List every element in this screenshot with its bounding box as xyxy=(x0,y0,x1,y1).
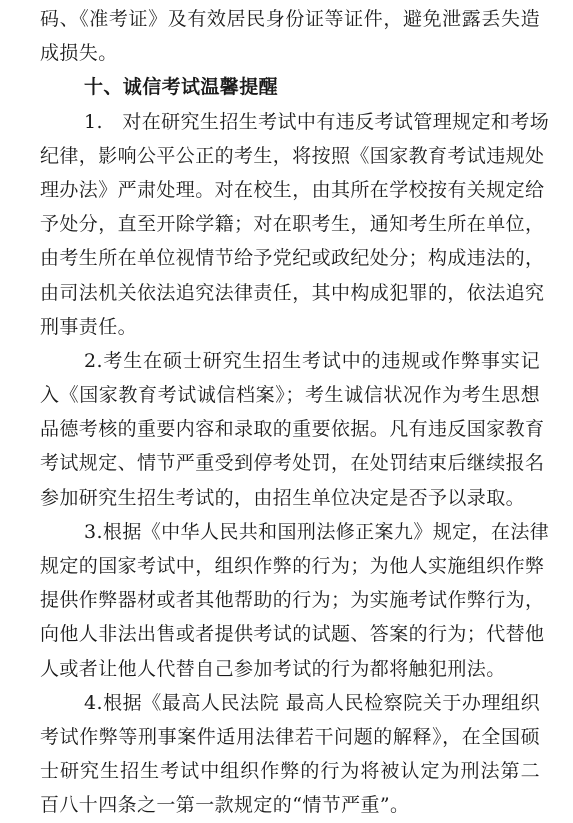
text-line: 士研究生招生考试中组织作弊的行为将被认定为刑法第二 xyxy=(40,760,540,783)
text-line: 规定的国家考试中，组织作弊的行为；为他人实施组织作弊 xyxy=(40,555,545,577)
text-line: 百八十四条之一第一款规定的“情节严重”。 xyxy=(40,794,410,817)
text-line: 品德考核的重要内容和录取的重要依据。凡有违反国家教育 xyxy=(40,418,545,441)
text-line: 4.根据《最高人民法院 最高人民检察院关于办理组织 xyxy=(84,691,540,714)
text-line: 1. 对在研究生招生考试中有违反考试管理规定和考场 xyxy=(84,110,550,133)
text-line: 码、《准考证》及有效居民身份证等证件，避免泄露丢失造 xyxy=(40,8,540,30)
section-heading: 十、诚信考试温馨提醒 xyxy=(84,76,279,99)
text-line: 3.根据《中华人民共和国刑法修正案九》规定，在法律 xyxy=(84,520,550,543)
text-line: 由考生所在单位视情节给予党纪或政纪处分；构成违法的， xyxy=(40,247,545,270)
document-page xyxy=(40,2,550,823)
text-line: 理办法》严肃处理。对在校生，由其所在学校按有关规定给 xyxy=(40,178,545,201)
text-line: 予处分，直至开除学籍；对在职考生，通知考生所在单位， xyxy=(40,213,545,236)
text-line: 考试作弊等刑事案件适用法律若干问题的解释》，在全国硕 xyxy=(40,725,540,748)
text-line: 入《国家教育考试诚信档案》；考生诚信状况作为考生思想 xyxy=(40,384,540,407)
text-line: 2.考生在硕士研究生招生考试中的违规或作弊事实记 xyxy=(84,349,540,372)
text-line: 考试规定、情节严重受到停考处罚，在处罚结束后继续报名 xyxy=(40,452,545,475)
text-line: 人或者让他人代替自己参加考试的行为都将触犯刑法。 xyxy=(40,657,506,680)
text-line: 提供作弊器材或者其他帮助的行为；为实施考试作弊行为， xyxy=(40,589,545,612)
text-line: 向他人非法出售或者提供考试的试题、答案的行为；代替他 xyxy=(40,623,545,646)
text-line: 成损失。 xyxy=(40,42,118,65)
text-line: 纪律，影响公平公正的考生，将按照《国家教育考试违规处 xyxy=(40,144,545,167)
text-line: 参加研究生招生考试的，由招生单位决定是否予以录取。 xyxy=(40,486,526,509)
text-line: 刑事责任。 xyxy=(40,315,138,338)
text-line: 由司法机关依法追究法律责任，其中构成犯罪的，依法追究 xyxy=(40,281,545,304)
